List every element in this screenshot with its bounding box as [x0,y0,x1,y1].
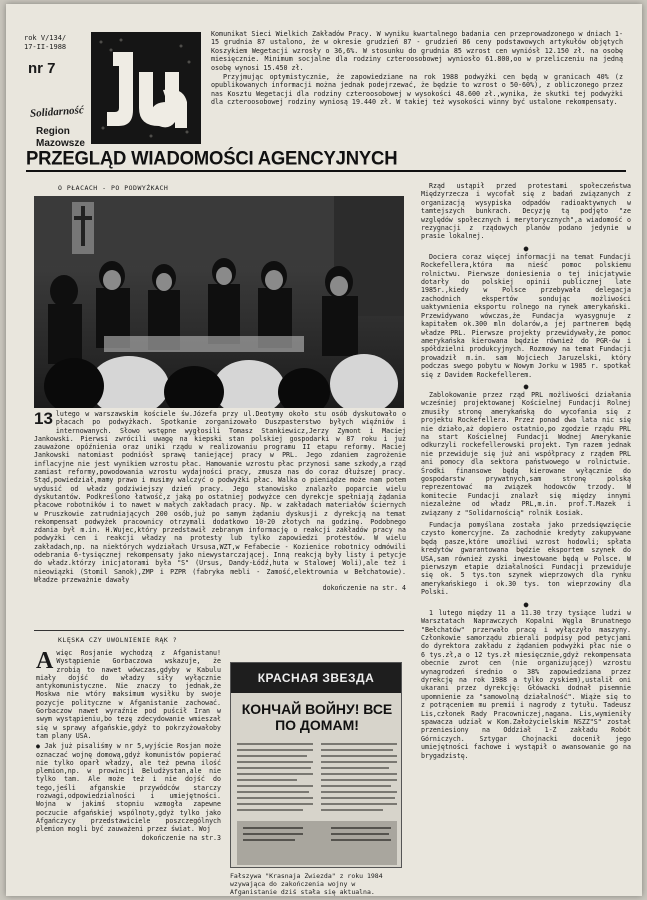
bullet-divider: ● [523,243,529,253]
news-item: Fundacja pomyślana została jako przedsięwzięcie czysto komercyjne. Za zachodnie kredyty zakupywane będą pasze,które umożliwi wzrost hodowli; spłata kredytów gwarantowana będzie eksportem szynek do USA,sam również zyski inwestowane będą w Polsce. W pierwszym etapie działalności Fundacji przewiduje się ok. 5 tys.ton szynek wieprzowych dla rynku amerykańskiego i ok.30 tys. ton wieprzowiny dla Polski. [421,521,631,597]
issue-info [24,34,66,52]
newspaper-masthead: КРАСНАЯ ЗВЕЗДА [231,663,401,693]
meeting-photo-graphic [34,196,404,408]
lead-body: lutego w warszawskim kościele św.Józefa przy ul.Deotymy około stu osób dyskutowało o płacach po podwyżkach. Spotkanie zorganizowało Duszpasterstwo byłych więźniów i internowanych. Słowo wstępne wygłosili Tomasz Stankiewicz,Jerzy Zymont i Maciej Jankowski. Pierwsi zwrócili uwagę na kiepski stan polskiej gospodarki w 87 roku i już zauważone opóźnienia oraz uniki rządu w realizowaniu programu II etapu reformy. Maciej Jankowski natomiast podniósł sprawę taniejącej pracy w PRL. Jego zdaniem zagrożenie inflacyjne nie jest wynikiem wzrostu płac. Hamowanie wzrostu płac przynosi same szkody,a rząd zamiast reformy,powodowania wzrostu wydajności pracy, zmusza nas do coraz dłuższej pracy. Stąd,powiedział,mamy prawo i musimy walczyć o podwyżki płac. Walka o pieniądze może nam potem wydusić od władz godziwiejszy dzień pracy. [34,410,406,493]
pwa-logo-graphic [91,32,201,144]
newspaper-page [6,4,642,896]
afghanistan-article [36,649,221,842]
newspaper-caption: Fałszywa "Krasnaja Zwiezda" z roku 1984 wzywająca do zakończenia wojny w Afganistanie dziś stała się aktualna. [230,872,383,896]
news-item: Rząd ustąpił przed protestami społeczeństwa Międzyrzecza i wycofał się z badań związanych z organizacją wysypiska odpadów radioaktywnych w tamtejszych bunkrach. Decyzję tą podjęto "ze względów społecznych i merytorycznych",a wiadomość o rezygnacji z rządowych planów podano jedynie w prasie lokalnej. [421,182,631,241]
section-divider [34,630,404,631]
drop-cap: A [36,648,54,674]
intro-text [211,30,623,108]
meeting-photo [34,196,404,408]
lead-drop-number: 13 [34,409,53,428]
right-column [421,182,631,764]
issue-volume: rok V/134/ [24,34,67,42]
krasnaya-zvezda-image [230,662,402,868]
bullet-divider: ● [523,381,529,391]
solidarnosc-logo: Solidarność [29,104,85,120]
issue-number: nr 7 [28,60,56,77]
second-kicker: KLĘSKA CZY UWOLNIENIE RĄK ? [58,636,178,644]
issue-date: 17-II-1988 [24,43,67,51]
lead-continuation: dokończenie na str. 4 [322,584,406,593]
newspaper-headline: КОНЧАЙ ВОЙНУ! ВСЕ ПО ДОМАМ! [241,701,393,733]
afghanistan-body: więc Rosjanie wychodzą z Afganistanu! Wystąpienie Gorbaczowa wskazuje, że zrobią to nawet wówczas,gdyby w Kabulu miały dojść do władzy siły wyłącznie antykomunistyczne. Nie znaczy to jednak,że Moskwa nie wtóry maksimum wysiłku by swoje pozycje polityczne w Afganistanie zachować. Gorbaczow nawet wyraźnie pod puścił Iran w swym wystąpieniu,bo tezę zdecydowanie wmieszał się w sprawy afgańskie,gdyż to pokrzyżowałoby tam plany USA. [36,649,221,740]
news-item: 1 lutego między 11 a 11.30 trzy tysiące ludzi w Warsztatach Naprawczych Kopalni Węgla Brunatnego "Bełchatów" przerwało pracę i wyłączyło maszyny. Członkowie samorządu zbierali podpisy pod petycjami do dyrektora zakładu z żądaniem podwyżki płac nie o 6 tys.zł,a o 12 tys.zł miesięcznie,gdyż rekompensata obecnie zwrot cen (nie organizującej) wzrostu wynagrodzeń średnio o 38% zapowiedziana przez dyrekcję na rok 1988 a tylko zyskiem),ustalił oni ukarani przez dyrekcję: Główacki dodnał pisemnie upomnienie za "samowolną działalność". Wiąże się to z potrąceniem mu premii i nagrody z tytułu. Tadeusz Lis,członek Rady Pracowniczej,nagana. Lis,wymieniły spawacza udział w Kom.Założycielskim NSZZ"S" został przeniesiony na Oddział 1-Z zakładu Robót Górniczych. Sztygar Chojnacki docenił jego umiejętności fachowe i wystąpił o awansowanie go na brygadzistę. [421,608,631,760]
intro-paragraph: Komunikat Sieci Wielkich Zakładów Pracy. W wyniku kwartalnego badania cen przeprowadzonego w dniach 1-15 grudnia 87 ustalono, że w okresie grudzień 87 - grudzień 86 ceny podstawowych artykułów objętych Koszykiem Wegetacji wzrosły o 36,6%. W stosunku do grudnia 85 wzrost cen wyniósł 12.150 zł. na osobę miesięcznie. Minimum socjalne dla rodziny czteroosobowej wyniosło 61.800,oo w przeliczeniu na jedną osobę wynosi 15.450 zł. [211,30,623,72]
news-item: Zablokowanie przez rząd PRL możliwości działania wcześniej projektowanej Kościelnej Fundacji Rolnej zmusiły stronę amerykańską do wycofania się z projektu Rockefellera. Przez ponad dwa lata nic się nie działo,aż dopiero ostatnio,po zgodzie rządu PRL na start Kościelnej Fundacji Wodnej Amerykanie odkurzyli rockefellerowski projekt. Tym razem jednak nie przewiduje się już ani współpracy z rządem PRL ani pomocy dla sektora państwowego w rolnictwie. Środki finansowe będą kierowane wyłącznie do gospodarstw prywatnych,sam stronę polską reprezentować ma związek hodowców trzody. W komitecie Fundacji znalazł się między innymi niezależne od władz PRL,m.in. prof.T.Mazek i związany z "Solidarnością" rolnik Łosiak. [421,390,631,517]
pwa-logo [91,32,201,144]
afghanistan-body-continued: ● Jak już pisaliśmy w nr 5,wyjście Rosjan może oznaczać wojnę domową,gdyż komunistów popierać nie tylko oparł władzy, ale też pewna ilość plemion,np. w prowincji Beludżystan,ale nie tylko tam. Ale może też i nie dojść do tego,jeśli afganskie przywódców starczy rozwagi,odpowiedzialności i umiejętności. Wojna w jakimś stopniu wzmogła zapewne poczucie afgańskiej wspólnoty,gdyż tylko jako Afgańczycy przedstawiciele poszczególnych plemion mogli być zauważeni przez świat. Woj [36,742,221,834]
lead-article [34,410,406,593]
lead-body-continued: Jego stanowisko znalazło poparcie wielu dyskutantów. Podkreślono łatwość,z jaką po ostatniej podwyżce cen dyrekcje spełniają żądania płacowe robotników i to nawet w małych zakładach pracy. Np. w zakładach materiałów ściernych w Pruszkowie zatrudniających 200 osób,już po samym żądaniu dyskusji z dyrekcją na temat rekompensat podwyżek pracownicy otrzymali dodatkowo 10-20 złotych na godzinę. Podobnego zdania był m.in. H.Wujec,który przedstawił zebranym informację o reakcji zakładów pracy na podwyżki cen i reakcji władzy na protesty lub tylko zapowiedzi protestów. W wielu zakładach,np. na niektórych wydziałach Ursusa,WZT,w Fefabecie - Kozienice robotnicy odmówili odebrania 6-tysięcznej rekompensaty jako niewystarczającej. Inną reakcją były listy i petycje do władz.którzy inicjatorami była "S" (Ursus, Dandy-Łódź,huta w Stalowej Woli),ale też i nieowiązki (Stomil Sanok),ZMP i PZPR (fabryka mebli - Zamość,elektrownia w Bełchatowie). Władze przeważnie dawały [34,484,406,584]
news-item: Dociera coraz więcej informacji na temat Fundacji Rockefellera,która ma nieść pomoc polskiemu rolnictwu. Pierwsze doniesienia o tej inicjatywie dotarły do polskiej opinii publicznej late 1985r.,kiedy w Polsce przebywała delegacja zachodnich ekspertów sondując możliwości uaktywnienia eksportu rolnego na rynek amerykański. Przewidywano wówczas,że Fundacja wyasygnuje z kapitałem ok.300 mln dolarów,a jej partnerem będą władze PRL. Pierwsze projekty przewidywały,że pomoc amerykańska kierowana będzie również do PGR-ów i spółdzielni produkcyjnych. Rozmowy na temat Fundacji prowadził m.in. sam Wojciech Jaruzelski, który podczas swego pobytu w Nowym Jorku w 1985 r. spotkał się z Davidem Rockefellerem. [421,252,631,379]
intro-paragraph: Przyjmując optymistycznie, że zapowiedziane na rok 1988 podwyżki cen będą w granicach 40% (z opublikowanych informacji można jednak podejrzewać, że będzie to wzrost o 50-60%), z obliczonego przez nas Kosztu Wegetacji dla rodziny czteroosobowej w wysokości 48.600 zł.,wynika, że skutki tej podwyżki dla czteroosobowej rodziny wyniosą 19.440 zł. W takiej też wysokości winny być ustalone rekompensaty. [211,73,623,107]
region-line-2: Mazowsze [36,138,85,149]
region-line-1: Region [36,126,70,137]
newspaper-columns-graphic [231,739,402,868]
lead-kicker: O PŁACACH - PO PODWYŻKACH [58,184,169,192]
title-rule [26,170,626,172]
afghanistan-continuation: dokończenie na str.3 [141,833,221,842]
publication-title: PRZEGLĄD WIADOMOŚCI AGENCYJNYCH [26,146,398,169]
bullet-divider: ● [523,599,529,609]
